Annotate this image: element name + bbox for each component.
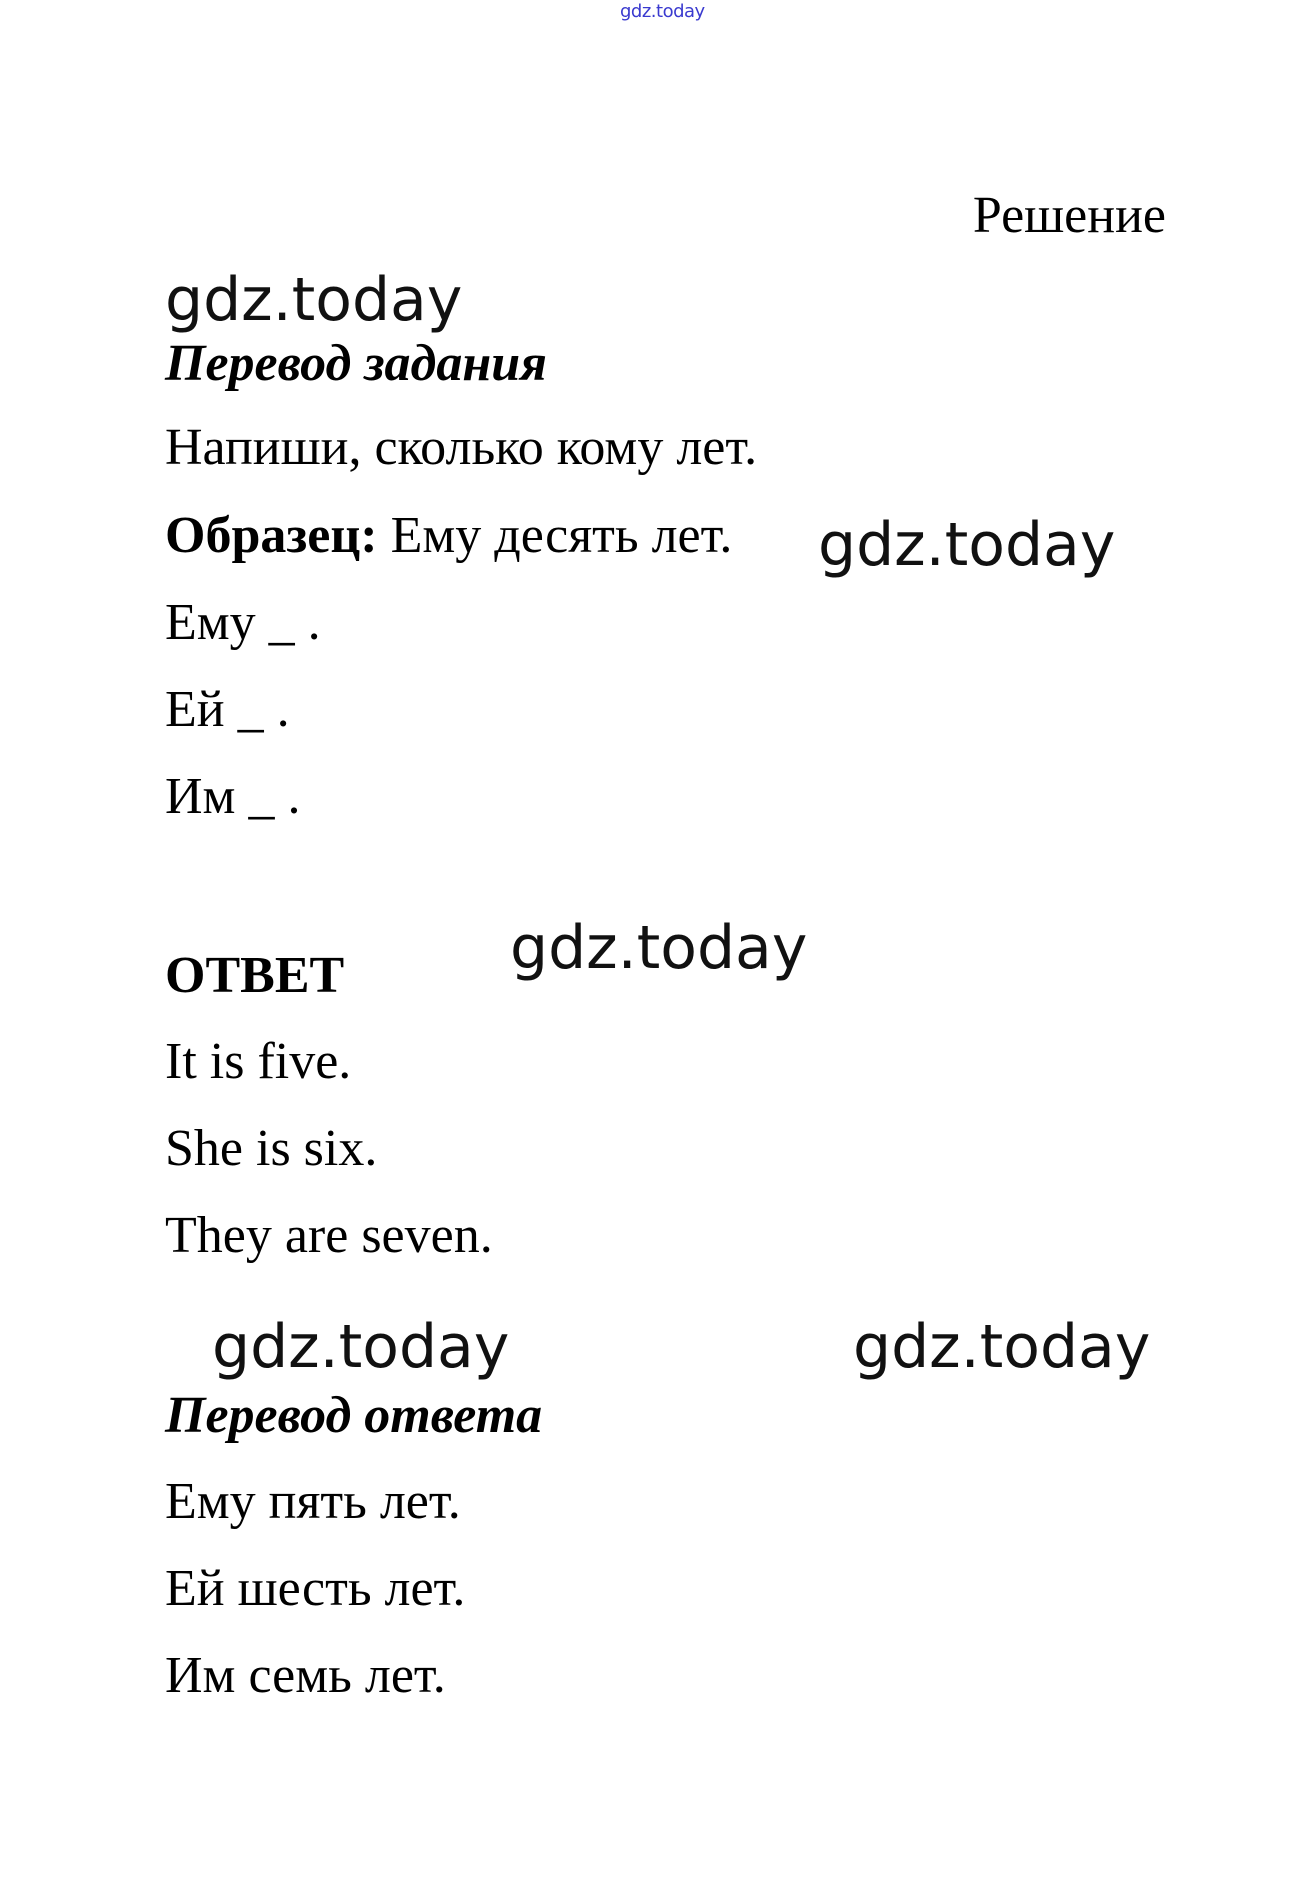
answer-translation-line: Ей шесть лет. <box>165 1560 466 1617</box>
sample-text: Ему десять лет. <box>377 507 733 564</box>
sample-line <box>165 507 733 564</box>
sample-label: Образец: <box>165 507 378 564</box>
watermark: gdz.today <box>853 1312 1151 1382</box>
watermark: gdz.today <box>165 265 463 335</box>
solution-label: Решение <box>972 187 1166 244</box>
watermark: gdz.today <box>212 1312 510 1382</box>
task-translation-heading: Перевод задания <box>165 335 547 392</box>
answer-line: She is six. <box>165 1120 378 1177</box>
answer-translation-line: Ему пять лет. <box>165 1473 461 1530</box>
task-line: Им _ . <box>165 768 301 825</box>
watermark: gdz.today <box>818 510 1116 580</box>
top-watermark: gdz.today <box>620 1 705 22</box>
answer-translation-heading: Перевод ответа <box>165 1387 543 1444</box>
task-instruction: Напиши, сколько кому лет. <box>165 419 758 476</box>
answer-line: It is five. <box>165 1033 352 1090</box>
answer-line: They are seven. <box>165 1207 493 1264</box>
task-line: Ему _ . <box>165 594 321 651</box>
task-line: Ей _ . <box>165 681 290 738</box>
watermark: gdz.today <box>510 913 808 983</box>
answer-translation-line: Им семь лет. <box>165 1647 446 1704</box>
answer-heading: ОТВЕТ <box>165 947 345 1004</box>
